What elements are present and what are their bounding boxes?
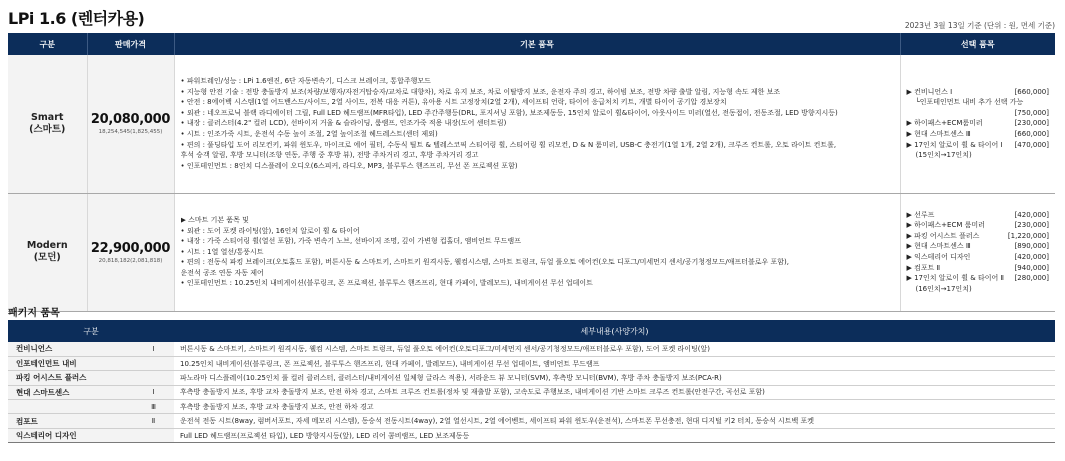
option-item	[907, 231, 1050, 242]
package-description: 버튼시동 & 스마트키, 스마트키 원격시동, 웰컴 시스템, 스마트 트렁크, 듀얼 풀오토 에어컨(오토디포그/미세먼지 센서/공기청정모드/애프터블로우 포함), 도어 포켓 라이팅(앞)	[174, 342, 1055, 356]
option-price: [1,220,000]	[1007, 231, 1049, 240]
option-item	[907, 108, 1050, 119]
column-header: 구분	[8, 320, 174, 342]
table-row	[8, 371, 1055, 385]
option-item	[907, 129, 1050, 140]
column-header: 선택 품목	[900, 33, 1055, 55]
basic-item: ▶ 스마트 기본 품목 및	[180, 215, 249, 224]
option-name: ▶ 하이패스+ECM룸미러	[906, 119, 983, 128]
sale-price: 22,900,000	[90, 240, 171, 256]
column-header: 판매가격	[87, 33, 174, 55]
price-breakdown: 18,254,545(1,825,455)	[98, 129, 163, 136]
table-row	[8, 414, 1055, 428]
basic-item: • 인포테인먼트 : 10.25인치 내비게이션(블루링크, 폰 프로젝션, 블루투스 핸즈프리, 현대 카페이, 발레모드), 내비게이션 무선 업데이트	[180, 279, 593, 288]
package-level: Ⅲ	[133, 400, 174, 414]
option-note: (15인치→17인치)	[915, 151, 972, 160]
table-header-row	[8, 33, 1055, 55]
option-name: ▶ 컴포트 Ⅱ	[906, 263, 941, 272]
option-name: ▶ 컨비니언스 Ⅰ	[906, 87, 953, 96]
basic-item: • 파워트레인/성능 : LPi 1.6엔진, 6단 자동변속기, 디스크 브레이크, 통합주행모드	[180, 77, 431, 86]
price-cell	[87, 55, 174, 193]
package-name	[8, 400, 133, 414]
basic-item: • 편의 : 전동식 파킹 브레이크(오토홀드 포함), 버튼시동 & 스마트키, 스마트키 원격시동, 웰컴시스템, 스마트 트렁크, 듀얼 풀오토 에어컨(오토 디포그/미세먼지 센서/공기청정모드/애프터블로우 포함),	[180, 258, 789, 267]
option-item	[907, 140, 1050, 151]
option-name: ▶ 익스테리어 디자인	[906, 253, 971, 261]
package-level: Ⅱ	[133, 414, 174, 428]
column-header: 기본 품목	[174, 33, 900, 55]
trim-name-cell	[8, 55, 87, 193]
column-header: 구분	[8, 33, 87, 55]
package-name: 익스테리어 디자인	[8, 428, 133, 442]
basic-item: • 외관 : 도어 포켓 라이팅(앞), 16인치 알로이 휠 & 타이어	[180, 226, 360, 235]
trim-name-cell	[8, 193, 87, 311]
basic-item: • 시트 : 1열 열선/통풍시트	[180, 247, 264, 256]
sale-price: 20,080,000	[90, 112, 171, 128]
option-name: ▶ 17인치 알로이 휠 & 타이어 Ⅱ	[906, 274, 1004, 283]
table-row	[8, 400, 1055, 414]
basic-item: • 인포테인먼트 : 8인치 디스플레이 오디오(6스피커, 라디오, MP3, 블루투스 핸즈프리, 무선 폰 프로젝션 포함)	[180, 161, 518, 170]
option-price: [230,000]	[1014, 119, 1049, 128]
basic-item: • 지능형 안전 기술 : 전방 충돌방지 보조(차량/보행자/자전거탑승자/교차로 대향차), 차로 유지 보조, 차로 이탈방지 보조, 운전자 주의 경고, 하이빔 보조, 전방 차량 출발 알림, 지능형 속도 제한 보조	[180, 87, 781, 96]
basic-item: 후석 승객 알림, 후방 모니터(조향 연동, 주행 중 후방 뷰), 전방 주차거리 경고, 후방 주차거리 경고	[180, 151, 479, 160]
trim-name-korean: (스마트)	[29, 123, 66, 135]
package-description: 후측방 충돌방지 보조, 후방 교차 충돌방지 보조, 안전 하차 경고	[174, 400, 1055, 414]
basic-item: • 내장 : 클러스터(4.2" 컬러 LCD), 선바이저 거울 & 슬라이딩, 룸램프, 인조가죽 적용 내장(도어 센터트림)	[180, 119, 507, 128]
option-price: [890,000]	[1014, 242, 1049, 251]
option-item	[907, 118, 1050, 129]
trim-name: Modern	[26, 240, 68, 251]
option-item	[907, 241, 1050, 252]
option-price: [940,000]	[1014, 263, 1049, 272]
basic-item: • 외관 : 네오프로닉 블랙 라디에이터 그릴, Full LED 헤드램프(MFR타입), LED 주간주행등(DRL, 포지셔닝 포함), 보조제동등, 15인치 알로이 휠&타이어, 아웃사이드 미러(열선, 전동접이, 전동조절, LED 방향지시등)	[180, 108, 838, 117]
option-items-cell	[900, 193, 1055, 311]
option-item	[907, 273, 1050, 284]
basic-item: • 시트 : 인조가죽 시트, 운전석 수동 높이 조절, 2열 높이조절 헤드레스트(센터 제외)	[180, 130, 438, 139]
basic-item: 운전석 공조 연동 자동 제어	[180, 268, 264, 277]
package-level	[133, 356, 174, 370]
package-level	[133, 371, 174, 385]
option-items-cell	[900, 55, 1055, 193]
option-price: [420,000]	[1014, 253, 1049, 261]
option-item	[907, 210, 1050, 221]
option-name: ▶ 17인치 알로이 휠 & 타이어 Ⅰ	[906, 140, 1003, 149]
option-note: (16인치→17인치)	[915, 284, 972, 293]
option-item	[907, 87, 1050, 98]
option-item	[907, 252, 1050, 263]
basic-items-list	[181, 215, 894, 289]
option-name: ▶ 현대 스마트센스 Ⅲ	[906, 130, 971, 139]
option-price: [750,000]	[1014, 108, 1049, 117]
package-name: 인포테인먼트 내비	[8, 356, 133, 370]
package-name: 파킹 어시스트 플러스	[8, 371, 133, 385]
table-row	[8, 385, 1055, 399]
package-level	[133, 428, 174, 442]
basic-item: • 편의 : 풀딩타입 도어 리모컨키, 파워 윈도우, 마이크로 에어 필터, 수동식 틸트 & 텔레스코픽 스티어링 휠, 스티어링 휠 리모컨, D & N 룸미러, USB-C 충전기(1열 1개, 2열 2개), 크루즈 컨트롤, 오토 라이트 컨트롤,	[180, 140, 837, 149]
basic-item: • 안전 : 8에어백 시스템(1열 어드밴스드/사이드, 2열 사이드, 전복 대응 커튼), 유아용 시트 고정장치(2열 2개), 세이프티 언락, 타이어 응급처치 키트, 개별 타이어 공기압 경보장치	[180, 98, 727, 107]
price-breakdown: 20,818,182(2,081,818)	[98, 257, 163, 264]
table-row	[8, 342, 1055, 356]
date-note: 2023년 3월 13일 기준 (단위 : 원, 면세 기준)	[904, 21, 1055, 30]
table-row	[8, 55, 1055, 193]
option-price: [280,000]	[1014, 274, 1049, 283]
option-price: [660,000]	[1014, 130, 1049, 139]
package-description: 후측방 충돌방지 보조, 후방 교차 충돌방지 보조, 안전 하차 경고, 스마트 크루즈 컨트롤(정차 및 재출발 포함), 고속도로 주행보조, 내비게이션 기반 스마트 크루즈 컨트롤(안전구간, 곡선로 포함)	[174, 385, 1055, 399]
table-row	[8, 356, 1055, 370]
column-header: 세부내용(사양가치)	[174, 320, 1055, 342]
option-price: [470,000]	[1014, 140, 1049, 149]
table-row	[8, 193, 1055, 311]
package-name: 컨비니언스	[8, 342, 133, 356]
package-description: 10.25인치 내비게이션(블루링크, 폰 프로젝션, 블루투스 핸즈프리, 현대 카페이, 발레모드), 내비게이션 무선 업데이트, 앰비언트 무드램프	[174, 356, 1055, 370]
option-name: ▶ 하이패스+ECM 룸미러	[906, 221, 985, 230]
package-section-title: 패키지 품목	[8, 308, 60, 319]
option-name: ▶ 현대 스마트센스 Ⅲ	[906, 242, 971, 251]
trim-name: Smart	[31, 111, 64, 123]
basic-item: • 내장 : 가죽 스티어링 휠(열선 포함), 가죽 변속기 노브, 선바이저 조명, 깊이 가변형 컵홀더, 앰비언트 무드램프	[180, 237, 521, 246]
package-description: 파노라마 디스플레이(10.25인치 풀 컬러 클러스터, 클러스터/내비게이션 일체형 글라스 적용), 서라운드 뷰 모니터(SVM), 후측방 모니터(BVM), 후방 주차 충돌방지 보조(PCA-R)	[174, 371, 1055, 385]
option-note: └인포테인먼트 내비 추가 선택 가능	[915, 98, 1024, 107]
package-name: 현대 스마트센스	[8, 385, 133, 399]
trim-name-korean: (모던)	[33, 252, 61, 263]
basic-items-list	[181, 76, 894, 171]
option-item	[907, 263, 1050, 274]
table-header-row	[8, 320, 1055, 342]
trim-price-table	[8, 33, 1055, 312]
option-price: [660,000]	[1014, 87, 1049, 96]
package-table	[8, 320, 1055, 443]
package-level: Ⅰ	[133, 342, 174, 356]
option-name: ▶ 파킹 어시스트 플러스	[906, 231, 980, 240]
option-item	[907, 220, 1050, 231]
package-name: 컴포트	[8, 414, 133, 428]
package-description: Full LED 헤드램프(프로젝션 타입), LED 방향지시등(앞), LED 리어 콤비램프, LED 보조제동등	[174, 428, 1055, 442]
option-price: [230,000]	[1014, 221, 1049, 230]
table-row	[8, 428, 1055, 442]
price-cell	[87, 193, 174, 311]
package-level: Ⅰ	[133, 385, 174, 399]
page-title: LPi 1.6 (렌터카용)	[8, 9, 145, 28]
option-name: ▶ 선루프	[906, 210, 935, 219]
basic-items-cell	[174, 193, 900, 311]
option-price: [420,000]	[1014, 210, 1049, 219]
package-description: 운전석 전동 시트(8way, 럼버서포트, 자세 메모리 시스템), 동승석 전동시트(4way), 2열 열선시트, 2열 에어벤트, 세이프티 파워 윈도우(운전석), 스마트폰 무선충전, 현대 디지털 키2 터치, 동승석 시트백 포켓	[174, 414, 1055, 428]
basic-items-cell	[174, 55, 900, 193]
